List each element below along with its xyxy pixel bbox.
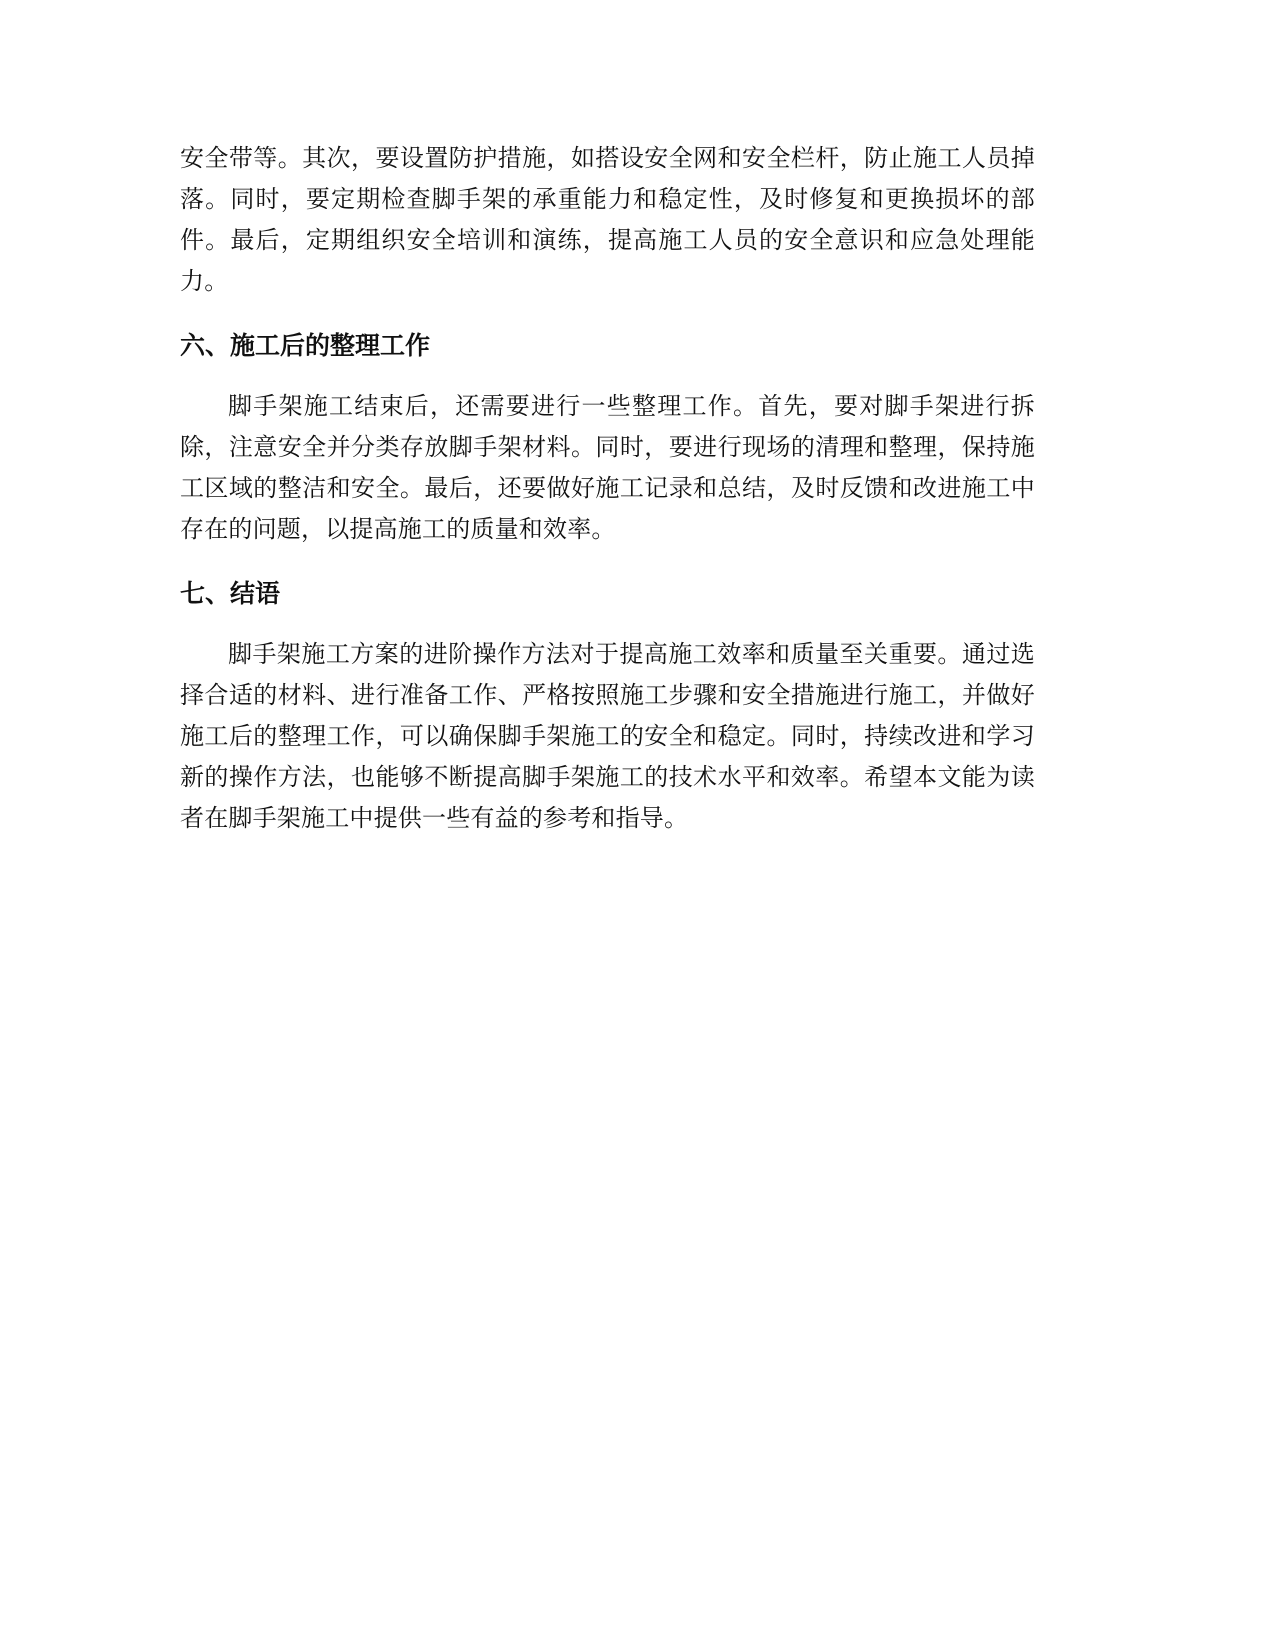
section-paragraph-cleanup: 脚手架施工结束后，还需要进行一些整理工作。首先，要对脚手架进行拆除，注意安全并分类存放脚手架材料。同时，要进行现场的清理和整理，保持施工区域的整洁和安全。最后，还要做好施工记录和总结，及时反馈和改进施工中存在的问题，以提高施工的质量和效率。 [180, 392, 1035, 543]
section-heading-cleanup: 六、施工后的整理工作 [180, 331, 431, 360]
section-heading-conclusion: 七、结语 [180, 579, 281, 608]
intro-paragraph: 安全带等。其次，要设置防护措施，如搭设安全网和安全栏杆，防止施工人员掉落。同时，要定期检查脚手架的承重能力和稳定性，及时修复和更换损坏的部件。最后，定期组织安全培训和演练，提高施工人员的安全意识和应急处理能力。 [180, 144, 1035, 295]
section-paragraph-conclusion: 脚手架施工方案的进阶操作方法对于提高施工效率和质量至关重要。通过选择合适的材料、进行准备工作、严格按照施工步骤和安全措施进行施工，并做好施工后的整理工作，可以确保脚手架施工的安全和稳定。同时，持续改进和学习新的操作方法，也能够不断提高脚手架施工的技术水平和效率。希望本文能为读者在脚手架施工中提供一些有益的参考和指导。 [180, 640, 1035, 832]
document-page [180, 138, 1035, 839]
